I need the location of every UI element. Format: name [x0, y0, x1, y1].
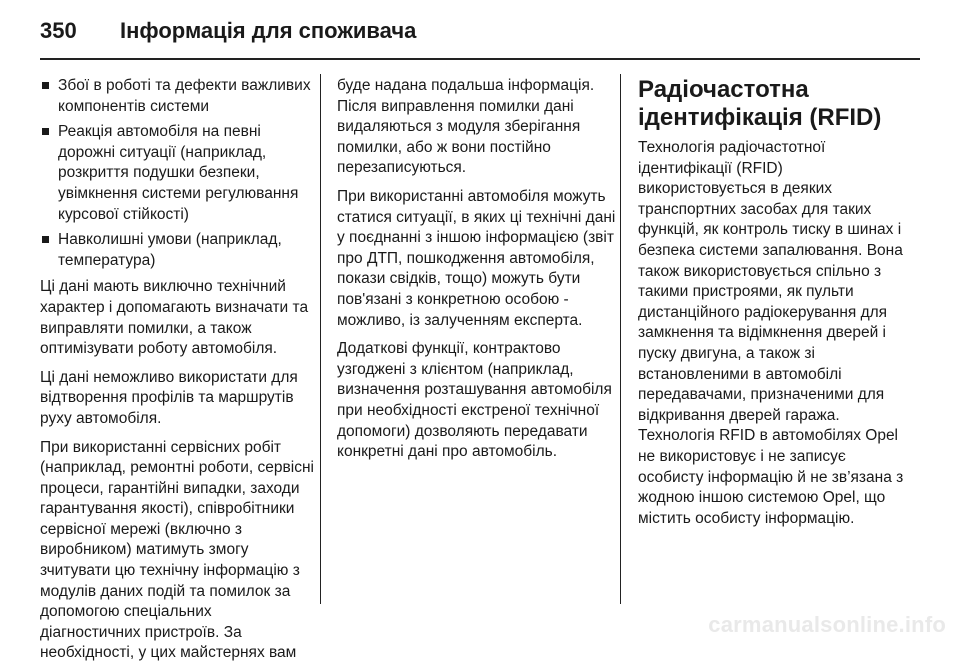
page-header [40, 18, 416, 48]
list-item: Реакція автомобіля на певні дорожні ситуації (наприклад, розкриття подушки безпеки, увімкнення системи регулювання курсової стійкості) [40, 122, 316, 225]
square-bullet-icon [42, 82, 49, 89]
bullet-list [40, 76, 316, 271]
column-2 [337, 76, 617, 471]
paragraph: Ці дані мають виключно технічний характер і допомагають визначати та виправляти помилки, а також оптимізувати роботу автомобіля. [40, 278, 309, 358]
paragraph: буде надана подальша інформація. Після виправлення помилки дані видаляються з модуля зберігання помилки, або ж вони постійно перезаписуються. [337, 77, 595, 177]
column-divider [620, 74, 621, 604]
column-divider [320, 74, 321, 604]
square-bullet-icon [42, 236, 49, 243]
paragraph: Ці дані неможливо використати для відтворення профілів та маршрутів руху автомобіля. [40, 368, 298, 427]
paragraph: Додаткові функції, контрактово узгоджені з клієнтом (наприклад, визначення розташування автомобіля при необхідності екстреної технічної допомоги) дозволяють передавати конкретні дані про автомобіль. [337, 340, 612, 461]
list-item: Навколишні умови (наприклад, температура) [40, 230, 316, 271]
paragraph: При використанні автомобіля можуть статися ситуації, в яких ці технічні дані у поєднанні з іншою інформацією (звіт про ДТП, пошкодження автомобіля, покази свідків, тощо) можуть бути пов'язані з конкретною особою - можливо, із залученням експерта. [337, 187, 616, 329]
column-3 [638, 76, 904, 537]
paragraph: Технологія радіочастотної ідентифікації (RFID) використовується в деяких транспортних засобах для таких функцій, як контроль тиску в шинах і безпека системи запалювання. Вона також використовується спільно з такими пристроями, як пульти дистанційного радіокерування для замкнення та відімкнення дверей і пуску двигуна, а також зі встановленими в автомобілі передавачами, призначеними для відкривання дверей гаража. Технологія RFID в автомобілях Opel не використовує і не записує особисту інформацію й не зв’язана з жодною іншою системою Opel, що містить особисту інформацію. [638, 139, 904, 527]
column-1 [40, 76, 316, 672]
paragraph: При використанні сервісних робіт (наприклад, ремонтні роботи, сервісні процеси, гарантійні випадки, заходи гарантування якості), співробітники сервісної мережі (включно з виробником) матимуть змогу зчитувати цю технічну інформацію з модулів даних подій та помилок за допомогою спеціальних діагностичних пристроїв. За необхідності, у цих майстернях вам [40, 438, 314, 662]
section-title: Інформація для споживача [120, 18, 417, 43]
page-number: 350 [40, 18, 77, 43]
rfid-heading: Радіочастотна ідентифікація (RFID) [638, 76, 882, 131]
header-rule [40, 58, 920, 60]
square-bullet-icon [42, 128, 49, 135]
list-item: Збої в роботі та дефекти важливих компонентів системи [40, 76, 316, 117]
watermark: carmanualsonline.info [708, 612, 946, 637]
